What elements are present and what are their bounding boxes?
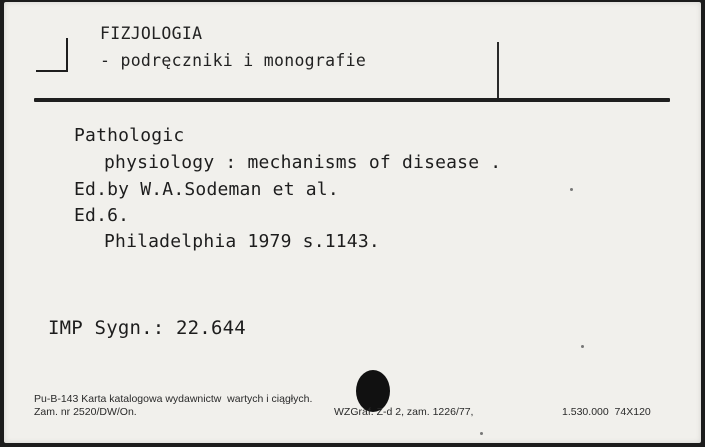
editor-line: Ed.by W.A.Sodeman et al. bbox=[74, 179, 339, 200]
footer-print-run: 1.530.000 74X120 bbox=[562, 406, 651, 418]
footer-order-number: Zam. nr 2520/DW/On. bbox=[34, 406, 137, 418]
header-divider bbox=[34, 98, 670, 102]
dust-speck bbox=[480, 432, 483, 435]
imprint-line: Philadelphia 1979 s.1143. bbox=[104, 231, 380, 252]
subject-subheading: - podręczniki i monografie bbox=[100, 51, 367, 70]
vertical-divider bbox=[497, 42, 499, 100]
edition-line: Ed.6. bbox=[74, 205, 130, 226]
title-line-1: Pathologic bbox=[74, 125, 185, 146]
footer-printer: WZGraf. Z-d 2, zam. 1226/77, bbox=[334, 406, 474, 418]
dust-speck bbox=[570, 188, 573, 191]
title-line-2: physiology : mechanisms of disease . bbox=[104, 152, 502, 173]
catalog-card bbox=[4, 2, 701, 443]
footer-line-1: Pu-B-143 Karta katalogowa wydawnictw wartych i ciągłych. bbox=[34, 393, 313, 405]
call-number: IMP Sygn.: 22.644 bbox=[48, 317, 246, 339]
dust-speck bbox=[581, 345, 584, 348]
corner-bracket-mark bbox=[36, 38, 68, 72]
subject-heading: FIZJOLOGIA bbox=[100, 24, 203, 43]
